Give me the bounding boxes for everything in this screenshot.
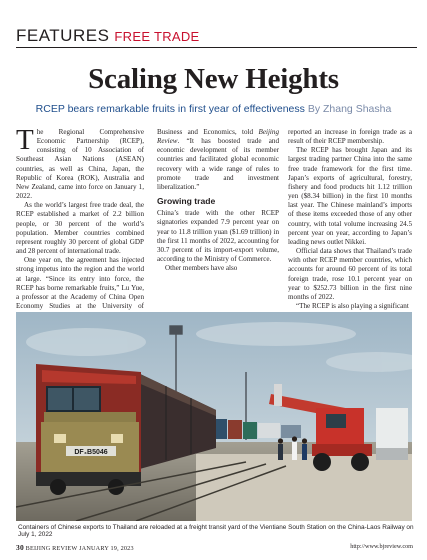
photo-caption: Containers of Chinese exports to Thailand are reloaded at a freight transit yard of the Vientiane South Station on the China-Laos Railway on July 1, 2022 (18, 524, 414, 538)
paragraph: As the world’s largest free trade deal, the RCEP established a market of 2.2 billion people, or 30 percent of the world’s population. Member countries combined represent roughly 30 percent of global GDP and 28 percent of international trade. (16, 201, 144, 256)
paragraph: The Regional Comprehensive Economic Partnership (RCEP), consisting of 10 Association of Southeast Asian Nations (ASEAN) countries, as well as China, Japan, the Republic of Korea (ROK), Australia and New Zealand, came into force on January 1, 2022. (16, 124, 144, 201)
section-name: FREE TRADE (114, 29, 200, 44)
deck-text: RCEP bears remarkable fruits in first year of effectiveness (35, 103, 305, 115)
article-photo (16, 312, 412, 521)
page-footer (16, 543, 134, 552)
workers (278, 436, 307, 460)
byline: By Zhang Shasha (307, 103, 392, 115)
locomotive-number: DF₄B5046 (74, 449, 108, 456)
publication-line: BEIJING REVIEW JANUARY 19, 2023 (25, 545, 134, 552)
article-column-3 (288, 128, 412, 311)
publication-url: http://www.bjreview.com (350, 543, 413, 550)
paragraph: The RCEP has brought Japan and its largest trading partner China into the same free trade framework for the first time. Japan’s exports of agricultural, forestry, fishery and food products hit 1.12 trillion yen ($8.34 billion) in the first 10 months last year. The Chinese mainland’s imports of these items exceeded those of any other country, with total volume increasing 24.5 percent year on year, according to Japan’s leading news outlet Nikkei. (288, 146, 412, 246)
article-deck (0, 103, 427, 115)
article-column-1 (16, 124, 144, 320)
section-kicker: FEATURES (16, 26, 110, 45)
locomotive (36, 364, 141, 495)
paragraph: One year on, the agreement has injected strong impetus into the region and the world at large. “Since its entry into force, the RCEP has borne remarkable fruits,” Lu Yue, a professor at the Academy of China Open Economy Studies at the University of (16, 256, 144, 310)
paragraph: reported an increase in foreign trade as a result of their RCEP membership. (288, 128, 412, 146)
subheading: Growing trade (157, 196, 216, 207)
page-number: 30 (16, 543, 24, 552)
paragraph: “The RCEP is also playing a significant (296, 301, 409, 310)
paragraph: Other members have also (165, 264, 238, 273)
publication-name: Beijing Review (157, 128, 279, 146)
header-rule (16, 47, 417, 48)
section-header (16, 26, 417, 48)
drop-cap: T (16, 124, 34, 156)
article-headline: Scaling New Heights (88, 63, 339, 95)
freight-yard-illustration (16, 312, 412, 521)
paragraph: Official data shows that Thailand’s trade with other RCEP member countries, which accounts for around 60 percent of its total foreign trade, rose 10.1 percent year on year to $252.73 billion in the first nine months of 2022. (288, 247, 412, 301)
paragraph: China’s trade with the other RCEP signatories expanded 7.9 percent year on year to 11.8 trillion yuan ($1.69 trillion) in the first 11 months of 2022, accounting for 30.7 percent of its import-export volume, according to the Ministry of Commerce. (157, 209, 279, 264)
paragraph: Business and Economics, told Beijing Review. “It has boosted trade and economic development of its member countries and facilitated global economic recovery with a wide range of rules to promote trade and investment liberalization.” (157, 128, 279, 191)
article-column-2 (157, 128, 279, 273)
